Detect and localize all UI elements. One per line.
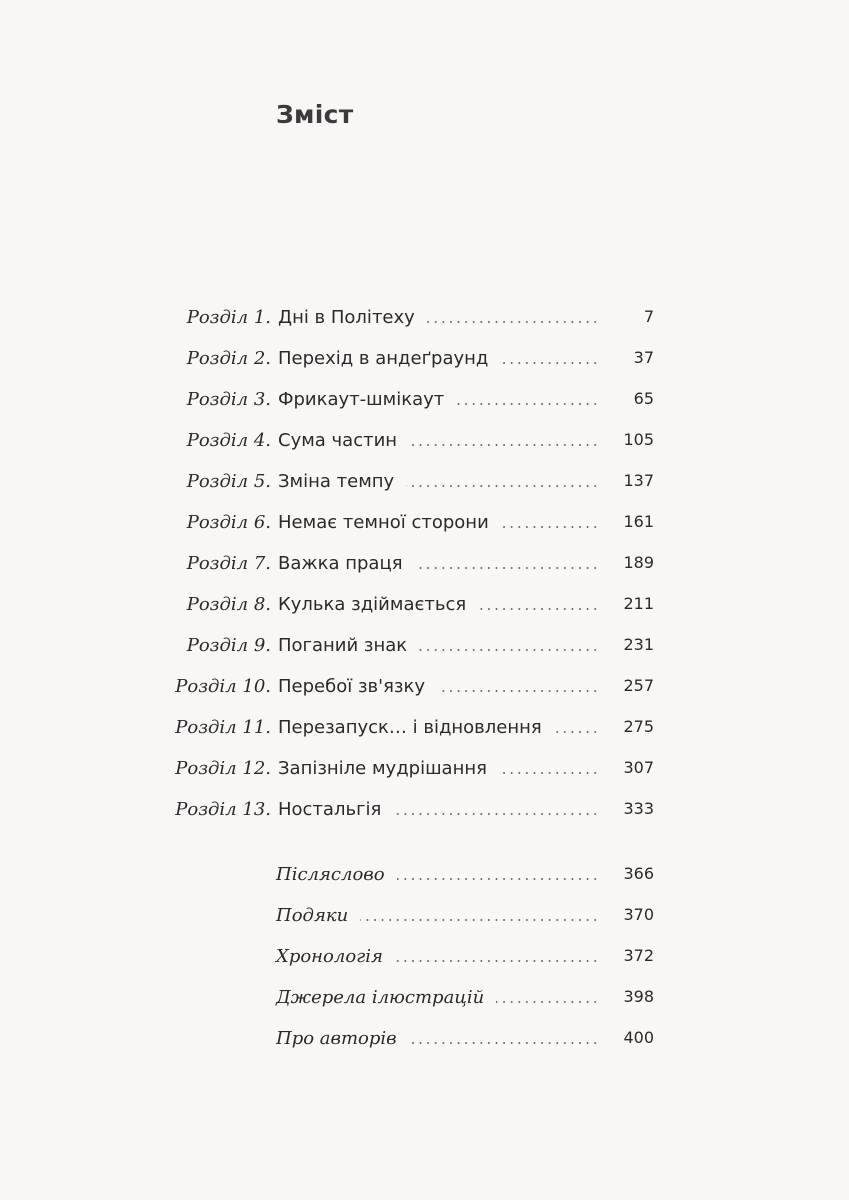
dot-leader	[478, 608, 599, 610]
chapter-label: Розділ 7.	[186, 553, 271, 574]
chapter-label: Розділ 1.	[186, 307, 271, 328]
toc-entry-chapter-4[interactable]	[0, 426, 849, 456]
dot-leader	[437, 690, 599, 692]
page-number: 370	[623, 905, 654, 924]
dot-leader	[409, 1042, 599, 1044]
page-number: 366	[623, 864, 654, 883]
chapter-title: Перезапуск… і відновлення	[278, 717, 542, 738]
page-number: 400	[623, 1028, 654, 1047]
chapter-label: Розділ 8.	[186, 594, 271, 615]
chapter-title: Важка праця	[278, 553, 403, 574]
appendix-title: Джерела ілюстрацій	[276, 987, 485, 1008]
chapter-label: Розділ 4.	[186, 430, 271, 451]
chapter-title: Зміна темпу	[278, 471, 395, 492]
toc-entry-chapter-8[interactable]	[0, 590, 849, 620]
page-number: 372	[623, 946, 654, 965]
dot-leader	[395, 960, 599, 962]
chapter-label: Розділ 9.	[186, 635, 271, 656]
chapter-label: Розділ 5.	[186, 471, 271, 492]
toc-entry-chapter-1[interactable]	[0, 303, 849, 333]
page-number: 398	[623, 987, 654, 1006]
chapter-label: Розділ 6.	[186, 512, 271, 533]
page-number: 105	[623, 430, 654, 449]
chapter-title: Фрикаут-шмікаут	[278, 389, 445, 410]
chapter-label: Розділ 12.	[175, 758, 271, 779]
chapter-title: Перехід в андеґраунд	[278, 348, 489, 369]
toc-entry-illustration-sources[interactable]	[0, 983, 849, 1013]
dot-leader	[419, 649, 599, 651]
page-number: 189	[623, 553, 654, 572]
toc-entry-chapter-11[interactable]	[0, 713, 849, 743]
toc-entry-chronology[interactable]	[0, 942, 849, 972]
chapter-label: Розділ 10.	[175, 676, 271, 697]
toc-entry-chapter-13[interactable]	[0, 795, 849, 825]
toc-entry-chapter-12[interactable]	[0, 754, 849, 784]
chapter-title: Перебої зв'язку	[278, 676, 425, 697]
appendix-title: Післяслово	[276, 864, 385, 885]
page-number: 37	[633, 348, 654, 367]
dot-leader	[360, 919, 599, 921]
page-number: 231	[623, 635, 654, 654]
dot-leader	[501, 526, 599, 528]
page-number: 7	[643, 307, 654, 326]
dot-leader	[397, 878, 599, 880]
page-number: 137	[623, 471, 654, 490]
dot-leader	[500, 362, 599, 364]
dot-leader	[499, 772, 599, 774]
dot-leader	[409, 444, 599, 446]
page-number: 161	[623, 512, 654, 531]
page-number: 211	[623, 594, 654, 613]
toc-entry-chapter-9[interactable]	[0, 631, 849, 661]
toc-entry-chapter-3[interactable]	[0, 385, 849, 415]
toc-entry-chapter-5[interactable]	[0, 467, 849, 497]
page-number: 333	[623, 799, 654, 818]
appendix-title: Хронологія	[276, 946, 383, 967]
page-title: Зміст	[276, 100, 354, 129]
page-number: 307	[623, 758, 654, 777]
page-number: 65	[633, 389, 654, 408]
chapter-title: Дні в Політеху	[278, 307, 415, 328]
chapter-label: Розділ 11.	[175, 717, 271, 738]
toc-entry-chapter-7[interactable]	[0, 549, 849, 579]
dot-leader	[406, 485, 599, 487]
toc-entry-chapter-6[interactable]	[0, 508, 849, 538]
chapter-title: Поганий знак	[278, 635, 408, 656]
chapter-title: Немає темної сторони	[278, 512, 489, 533]
toc-entry-acknowledgements[interactable]	[0, 901, 849, 931]
dot-leader	[456, 403, 599, 405]
chapter-title: Ностальгія	[278, 799, 382, 820]
page-number: 257	[623, 676, 654, 695]
chapter-title: Кулька здіймається	[278, 594, 467, 615]
chapter-label: Розділ 13.	[175, 799, 271, 820]
appendix-title: Подяки	[276, 905, 349, 926]
chapter-label: Розділ 3.	[186, 389, 271, 410]
page-number: 275	[623, 717, 654, 736]
appendix-title: Про авторів	[276, 1028, 397, 1049]
dot-leader	[393, 813, 599, 815]
chapter-title: Сума частин	[278, 430, 398, 451]
dot-leader	[415, 567, 599, 569]
toc-entry-chapter-2[interactable]	[0, 344, 849, 374]
dot-leader	[554, 731, 599, 733]
dot-leader	[496, 1001, 599, 1003]
toc-entry-about-authors[interactable]	[0, 1024, 849, 1054]
toc-entry-afterword[interactable]	[0, 860, 849, 890]
dot-leader	[427, 321, 599, 323]
chapter-title: Запізніле мудрішання	[278, 758, 487, 779]
chapter-label: Розділ 2.	[186, 348, 271, 369]
toc-entry-chapter-10[interactable]	[0, 672, 849, 702]
